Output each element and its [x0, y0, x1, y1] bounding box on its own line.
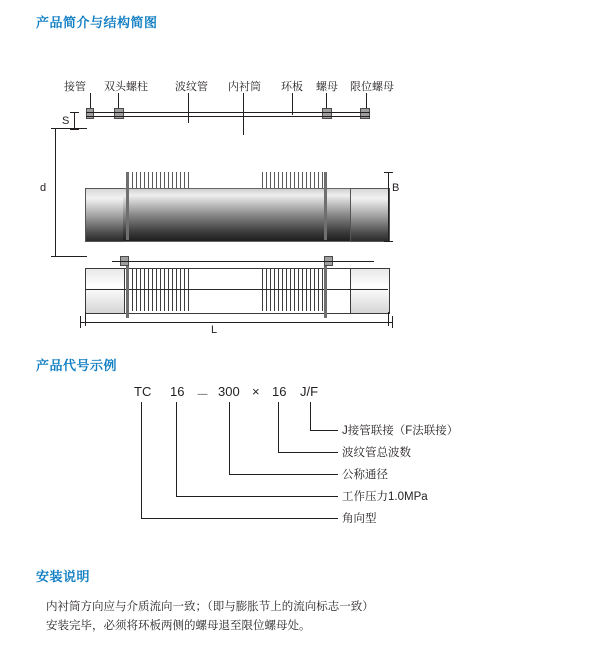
- code-leader-connection: [310, 402, 311, 430]
- install-instructions: [46, 598, 566, 636]
- code-token-times: ×: [252, 384, 260, 399]
- code-leader-wave-count: [278, 402, 279, 452]
- install-line-1: 内衬筒方向应与介质流向一致；（即与膨胀节上的流向标志一致）: [46, 601, 374, 613]
- dimension-tick-s-top: [70, 112, 79, 113]
- dimension-label-s: S: [62, 115, 70, 127]
- section-title-intro: 产品简介与结构简图: [36, 15, 158, 30]
- dimension-tick-b-top: [384, 172, 393, 173]
- tie-rod-top: [86, 112, 370, 113]
- stud-nut-right: [322, 108, 332, 119]
- code-line-wave-count: [278, 452, 338, 453]
- stud-limit-nut-right: [360, 108, 370, 119]
- pipe-left: [85, 188, 125, 242]
- tie-rod-top-2: [86, 116, 370, 117]
- stud-bolt-left: [86, 108, 94, 119]
- bellows-upper-right: [262, 172, 324, 189]
- stud-nut-left: [114, 108, 124, 119]
- dimension-label-b: B: [392, 182, 400, 194]
- code-line-diameter: [229, 474, 338, 475]
- callout-label-bellows: 波纹管: [175, 81, 208, 93]
- dimension-label-d: d: [40, 182, 47, 194]
- install-line-2: 安装完毕，必须将环板两侧的螺母退至限位螺母处。: [46, 620, 311, 632]
- code-token-model: TC: [134, 384, 152, 399]
- code-token-dash: －: [196, 387, 210, 402]
- code-leader-pressure: [176, 402, 177, 496]
- structural-diagram: [0, 60, 600, 340]
- code-token-diameter: 300: [218, 384, 240, 399]
- dimension-tick-s-bottom: [70, 129, 79, 130]
- dimension-line-l: [80, 322, 392, 323]
- code-note-wave-count: 波纹管总波数: [342, 447, 411, 459]
- callout-label-double-end-stud: 双头螺柱: [104, 81, 148, 93]
- code-token-wave-count: 16: [272, 384, 287, 399]
- code-note-model: 角向型: [342, 513, 377, 525]
- product-code-diagram: [0, 382, 600, 547]
- dimension-line-b: [388, 172, 389, 242]
- extension-line-l-right: [388, 312, 389, 326]
- callout-label-liner: 内衬筒: [228, 81, 261, 93]
- code-note-connection: J接管联接（F法联接）: [342, 425, 459, 437]
- dimension-line-d: [55, 128, 56, 256]
- bellows-lower-right: [262, 269, 324, 311]
- code-leader-diameter: [229, 402, 230, 474]
- leader-line-bellows: [188, 93, 189, 123]
- code-token-connection: J/F: [300, 384, 319, 399]
- callout-label-pipe: 接管: [64, 81, 86, 93]
- extension-line-d-bottom: [55, 256, 87, 257]
- dimension-tick-b-bottom: [384, 241, 393, 242]
- center-axis-line: [85, 289, 388, 290]
- code-note-pressure: 工作压力1.0MPa: [342, 491, 428, 503]
- callout-label-ring-plate: 环板: [281, 81, 303, 93]
- code-line-model: [141, 518, 338, 519]
- dimension-label-l: L: [208, 324, 220, 336]
- code-note-diameter: 公称通径: [342, 469, 388, 481]
- callout-label-limit-nut: 限位螺母: [350, 81, 394, 93]
- code-token-pressure: 16: [170, 384, 185, 399]
- code-leader-model: [141, 402, 142, 518]
- section-pipe-right: [350, 268, 390, 314]
- extension-line-d-top: [55, 128, 87, 129]
- callout-label-nut: 螺母: [316, 81, 338, 93]
- leader-line-liner: [243, 93, 244, 135]
- assembly-body: [123, 188, 350, 242]
- section-pipe-left: [85, 268, 125, 314]
- dimension-tick-l-right: [392, 316, 393, 328]
- code-line-connection: [310, 430, 338, 431]
- tie-rod-lower: [112, 261, 374, 262]
- extension-line-l-left: [85, 312, 86, 326]
- pipe-right: [350, 188, 390, 242]
- bellows-lower-left: [128, 269, 190, 311]
- dimension-tick-l-left: [80, 316, 81, 328]
- code-line-pressure: [176, 496, 338, 497]
- section-title-code: 产品代号示例: [36, 358, 118, 373]
- section-title-install: 安装说明: [36, 569, 91, 584]
- bellows-upper-left: [128, 172, 190, 189]
- ring-plate-right: [324, 172, 327, 240]
- ring-plate-left: [126, 172, 129, 240]
